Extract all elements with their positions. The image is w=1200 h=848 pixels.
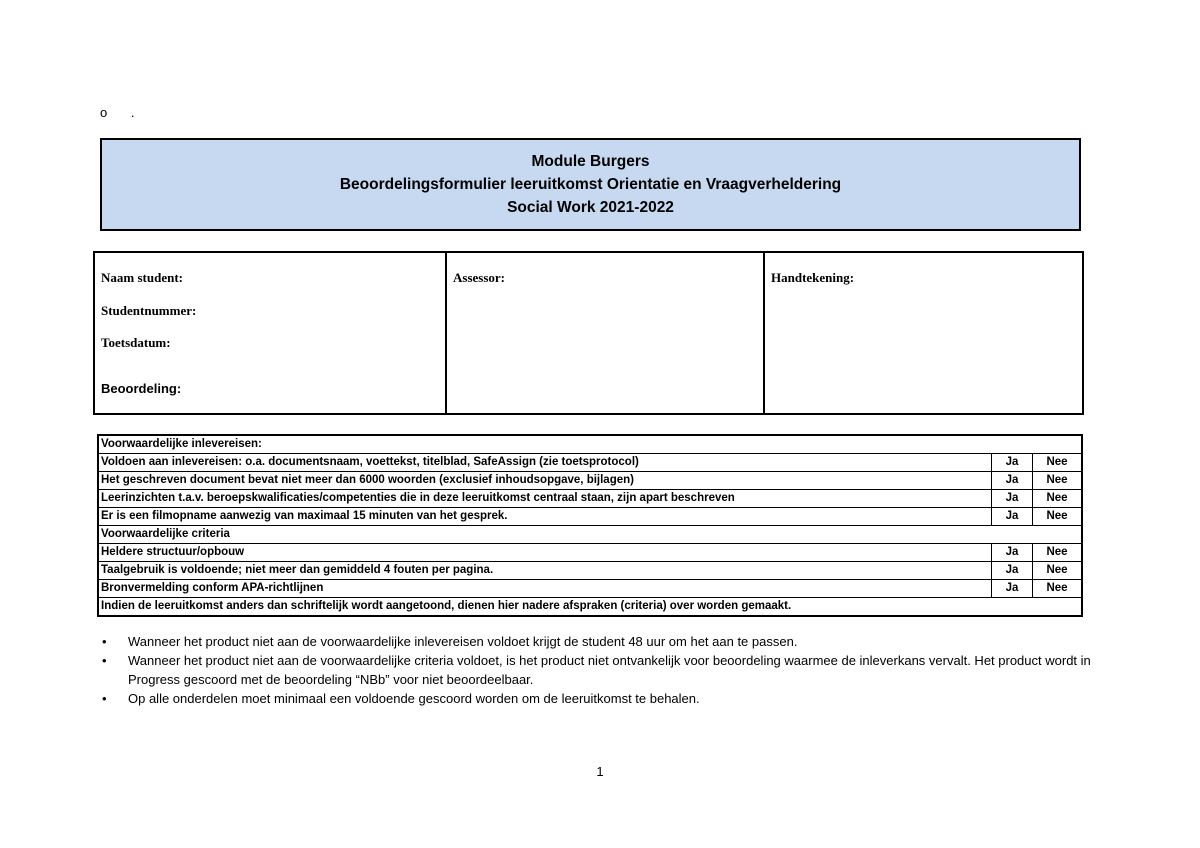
table-row [98, 508, 1082, 526]
list-item [100, 651, 1100, 689]
yes-option[interactable]: Ja [992, 508, 1033, 526]
list-item [100, 689, 1100, 708]
program-year: Social Work 2021-2022 [507, 199, 674, 216]
form-header [100, 138, 1081, 231]
yes-option[interactable]: Ja [992, 544, 1033, 562]
student-number-label: Studentnummer: [101, 303, 197, 318]
criteria-table [97, 434, 1083, 617]
bullet-icon: • [102, 691, 107, 706]
no-option[interactable]: Nee [1033, 562, 1083, 580]
student-info-cell [94, 252, 446, 414]
no-option[interactable]: Nee [1033, 580, 1083, 598]
no-option[interactable]: Nee [1033, 454, 1083, 472]
criterion-text: Leerinzichten t.a.v. beroepskwalificaties/competenties die in deze leeruitkomst centraal staan, zijn apart beschreven [98, 490, 992, 508]
table-row [98, 472, 1082, 490]
alternative-proof-note: Indien de leeruitkomst anders dan schriftelijk wordt aangetoond, dienen hier nadere afspraken (criteria) over worden gemaakt. [98, 598, 1082, 617]
assessor-label: Assessor: [453, 270, 505, 285]
table-row [98, 490, 1082, 508]
criterion-text: Voldoen aan inlevereisen: o.a. documentsnaam, voettekst, titelblad, SafeAssign (zie toetsprotocol) [98, 454, 992, 472]
table-row [98, 454, 1082, 472]
page-number: 1 [596, 764, 604, 779]
rule-text: Wanneer het product niet aan de voorwaardelijke criteria voldoet, is het product niet ontvankelijk voor beoordeling waarmee de inleverkans vervalt. Het product wordt in Progress gescoord met de beoordeling “NBb” voor niet beoordeelbaar. [128, 653, 1091, 687]
bullet-icon: • [102, 634, 107, 649]
section-title-inlevereisen: Voorwaardelijke inlevereisen: [98, 435, 1082, 454]
criterion-text: Bronvermelding conform APA-richtlijnen [98, 580, 992, 598]
grade-label: Beoordeling: [101, 381, 182, 396]
no-option[interactable]: Nee [1033, 508, 1083, 526]
table-row [98, 580, 1082, 598]
form-title: Beoordelingsformulier leeruitkomst Orientatie en Vraagverheldering [339, 176, 842, 193]
bullet-icon: • [102, 653, 107, 668]
rule-text: Wanneer het product niet aan de voorwaardelijke inlevereisen voldoet krijgt de student 48 uur om het aan te passen. [128, 634, 798, 649]
signature-cell [764, 252, 1083, 414]
no-option[interactable]: Nee [1033, 544, 1083, 562]
yes-option[interactable]: Ja [992, 580, 1033, 598]
yes-option[interactable]: Ja [992, 490, 1033, 508]
list-marker: o . [100, 105, 145, 120]
test-date-label: Toetsdatum: [101, 335, 171, 350]
table-row [98, 562, 1082, 580]
student-name-label: Naam student: [101, 270, 183, 285]
module-title: Module Burgers [531, 153, 650, 170]
assessor-cell [446, 252, 764, 414]
list-item [100, 632, 1100, 651]
signature-label: Handtekening: [771, 270, 855, 285]
rule-text: Op alle onderdelen moet minimaal een voldoende gescoord worden om de leeruitkomst te behalen. [128, 691, 700, 706]
yes-option[interactable]: Ja [992, 562, 1033, 580]
criterion-text: Taalgebruik is voldoende; niet meer dan gemiddeld 4 fouten per pagina. [98, 562, 992, 580]
table-row [98, 544, 1082, 562]
section-title-criteria: Voorwaardelijke criteria [98, 526, 1082, 544]
criterion-text: Het geschreven document bevat niet meer dan 6000 woorden (exclusief inhoudsopgave, bijlagen) [98, 472, 992, 490]
criterion-text: Er is een filmopname aanwezig van maximaal 15 minuten van het gesprek. [98, 508, 992, 526]
student-info-table [93, 251, 1084, 415]
no-option[interactable]: Nee [1033, 472, 1083, 490]
rules-list [100, 632, 1100, 708]
yes-option[interactable]: Ja [992, 454, 1033, 472]
yes-option[interactable]: Ja [992, 472, 1033, 490]
no-option[interactable]: Nee [1033, 490, 1083, 508]
criterion-text: Heldere structuur/opbouw [98, 544, 992, 562]
